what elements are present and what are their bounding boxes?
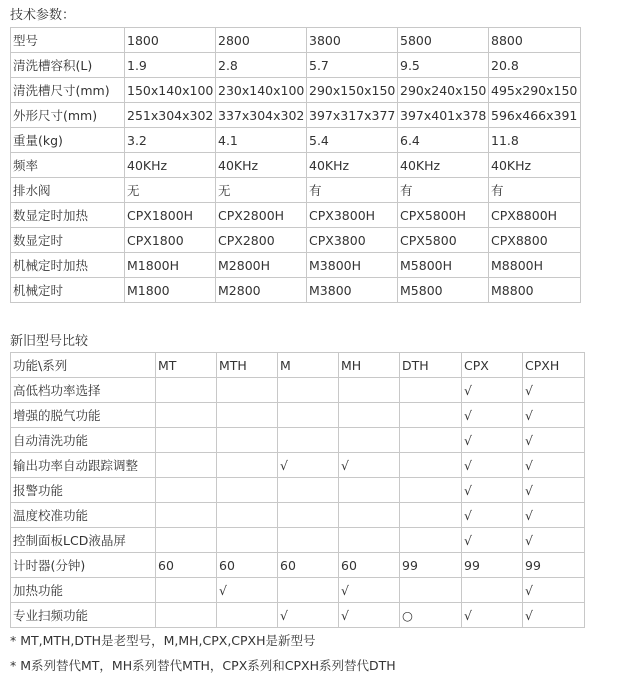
table-cell [400,578,462,603]
table-cell: 有 [398,178,489,203]
table-cell: √ [278,603,339,628]
table-cell [217,603,278,628]
comparison-row [11,578,585,603]
table-cell [339,503,400,528]
row-label: 排水阀 [11,178,125,203]
table-cell [278,403,339,428]
header-corner-label: 功能\系列 [11,353,156,378]
table-cell: √ [339,453,400,478]
table-cell: √ [523,603,585,628]
comparison-header-row [11,353,585,378]
comparison-table [10,352,585,628]
table-cell: 有 [307,178,398,203]
table-cell [400,503,462,528]
spec-row [11,28,581,53]
table-cell: 9.5 [398,53,489,78]
table-cell [217,453,278,478]
table-cell: 5.4 [307,128,398,153]
spec-row [11,53,581,78]
spec-row [11,203,581,228]
row-label: 控制面板LCD液晶屏 [11,528,156,553]
table-cell: 290x150x150 [307,78,398,103]
table-cell: 20.8 [489,53,581,78]
row-label: 自动清洗功能 [11,428,156,453]
table-cell [400,378,462,403]
table-cell [400,453,462,478]
table-cell: ○ [400,603,462,628]
table-cell: √ [217,578,278,603]
table-cell: √ [523,528,585,553]
table-cell [217,478,278,503]
table-cell [339,528,400,553]
table-cell: M2800H [216,253,307,278]
table-cell [278,503,339,528]
table-cell: CPX8800 [489,228,581,253]
table-cell: 11.8 [489,128,581,153]
table-cell [156,378,217,403]
table-cell: √ [278,453,339,478]
table-cell [217,503,278,528]
table-cell: 99 [523,553,585,578]
table-cell: 40KHz [398,153,489,178]
table-cell: 60 [278,553,339,578]
table-cell [400,528,462,553]
table-cell: CPX2800H [216,203,307,228]
comparison-row [11,603,585,628]
table-cell [278,428,339,453]
comparison-row [11,378,585,403]
row-label: 专业扫频功能 [11,603,156,628]
spec-row [11,253,581,278]
table-cell: 有 [489,178,581,203]
table-cell [156,578,217,603]
footnote-old-new-models: * MT,MTH,DTH是老型号，M,MH,CPX,CPXH是新型号 [10,633,316,648]
table-cell [156,603,217,628]
table-cell [339,428,400,453]
table-cell: 6.4 [398,128,489,153]
footnote-replacements: * M系列替代MT，MH系列替代MTH，CPX系列和CPXH系列替代DTH [10,658,396,673]
row-label: 数显定时加热 [11,203,125,228]
row-label: 重量(kg) [11,128,125,153]
table-cell: 397x317x377 [307,103,398,128]
spec-row [11,78,581,103]
table-cell: √ [523,578,585,603]
table-cell: CPX5800 [398,228,489,253]
table-cell: √ [523,378,585,403]
table-cell [278,478,339,503]
table-cell: 3.2 [125,128,216,153]
table-cell: M3800H [307,253,398,278]
table-cell: 99 [462,553,523,578]
table-cell: √ [523,478,585,503]
table-cell: 40KHz [307,153,398,178]
table-cell: CPX2800 [216,228,307,253]
comparison-row [11,453,585,478]
table-cell: √ [462,403,523,428]
table-cell [156,528,217,553]
table-cell [217,403,278,428]
row-label: 外形尺寸(mm) [11,103,125,128]
table-cell: √ [339,578,400,603]
table-cell: 290x240x150 [398,78,489,103]
series-header: DTH [400,353,462,378]
table-cell: M5800 [398,278,489,303]
table-cell [156,478,217,503]
table-cell: M1800 [125,278,216,303]
spec-section-title: 技术参数： [10,8,76,23]
comparison-row [11,553,585,578]
table-cell: 5800 [398,28,489,53]
series-header: MH [339,353,400,378]
table-cell: M8800H [489,253,581,278]
row-label: 频率 [11,153,125,178]
table-cell [339,478,400,503]
table-cell: 40KHz [489,153,581,178]
table-cell: M5800H [398,253,489,278]
series-header: CPXH [523,353,585,378]
table-cell [400,478,462,503]
table-cell: √ [462,603,523,628]
spec-row [11,128,581,153]
table-cell: 99 [400,553,462,578]
table-cell: √ [462,503,523,528]
table-cell: 251x304x302 [125,103,216,128]
table-cell: CPX3800 [307,228,398,253]
table-cell: 337x304x302 [216,103,307,128]
table-cell: √ [523,428,585,453]
table-cell: M2800 [216,278,307,303]
table-cell: 60 [339,553,400,578]
table-cell: M1800H [125,253,216,278]
spec-row [11,278,581,303]
table-cell: √ [523,453,585,478]
row-label: 型号 [11,28,125,53]
table-cell [400,403,462,428]
table-cell: √ [462,428,523,453]
table-cell: 60 [217,553,278,578]
table-cell: √ [523,403,585,428]
series-header: CPX [462,353,523,378]
table-cell [339,378,400,403]
spec-row [11,153,581,178]
table-cell [278,528,339,553]
series-header: MTH [217,353,278,378]
comparison-row [11,428,585,453]
row-label: 增强的脱气功能 [11,403,156,428]
table-cell [400,428,462,453]
table-cell: 2.8 [216,53,307,78]
table-cell: 2800 [216,28,307,53]
table-cell [217,378,278,403]
table-cell: 397x401x378 [398,103,489,128]
table-cell: 5.7 [307,53,398,78]
row-label: 加热功能 [11,578,156,603]
table-cell [156,403,217,428]
table-cell [278,578,339,603]
table-cell: √ [462,478,523,503]
table-cell [278,378,339,403]
table-cell: √ [462,528,523,553]
table-cell: 40KHz [216,153,307,178]
table-cell [156,503,217,528]
table-cell [339,403,400,428]
table-cell: CPX1800 [125,228,216,253]
table-cell: CPX8800H [489,203,581,228]
table-cell: 3800 [307,28,398,53]
table-cell: CPX1800H [125,203,216,228]
row-label: 数显定时 [11,228,125,253]
spec-table [10,27,581,303]
table-cell: CPX3800H [307,203,398,228]
table-cell: √ [523,503,585,528]
table-cell: 1800 [125,28,216,53]
table-cell: 60 [156,553,217,578]
row-label: 温度校准功能 [11,503,156,528]
comparison-row [11,478,585,503]
series-header: M [278,353,339,378]
series-header: MT [156,353,217,378]
table-cell: 无 [216,178,307,203]
table-cell: √ [339,603,400,628]
table-cell: 4.1 [216,128,307,153]
table-cell [156,428,217,453]
table-cell: √ [462,453,523,478]
table-cell: 495x290x150 [489,78,581,103]
row-label: 输出功率自动跟踪调整 [11,453,156,478]
table-cell: 230x140x100 [216,78,307,103]
table-cell [217,428,278,453]
comparison-row [11,403,585,428]
table-cell [156,453,217,478]
row-label: 清洗槽尺寸(mm) [11,78,125,103]
comparison-section-title: 新旧型号比较 [10,334,89,349]
row-label: 计时器(分钟) [11,553,156,578]
table-cell: M8800 [489,278,581,303]
table-cell: 596x466x391 [489,103,581,128]
row-label: 机械定时 [11,278,125,303]
table-cell: M3800 [307,278,398,303]
table-cell: 无 [125,178,216,203]
comparison-row [11,503,585,528]
table-cell [462,578,523,603]
table-cell: 8800 [489,28,581,53]
table-cell: 150x140x100 [125,78,216,103]
spec-row [11,178,581,203]
table-cell: 40KHz [125,153,216,178]
table-cell: CPX5800H [398,203,489,228]
table-cell [217,528,278,553]
comparison-row [11,528,585,553]
row-label: 清洗槽容积(L) [11,53,125,78]
spec-row [11,103,581,128]
row-label: 报警功能 [11,478,156,503]
table-cell: 1.9 [125,53,216,78]
row-label: 高低档功率选择 [11,378,156,403]
table-cell: √ [462,378,523,403]
spec-row [11,228,581,253]
row-label: 机械定时加热 [11,253,125,278]
